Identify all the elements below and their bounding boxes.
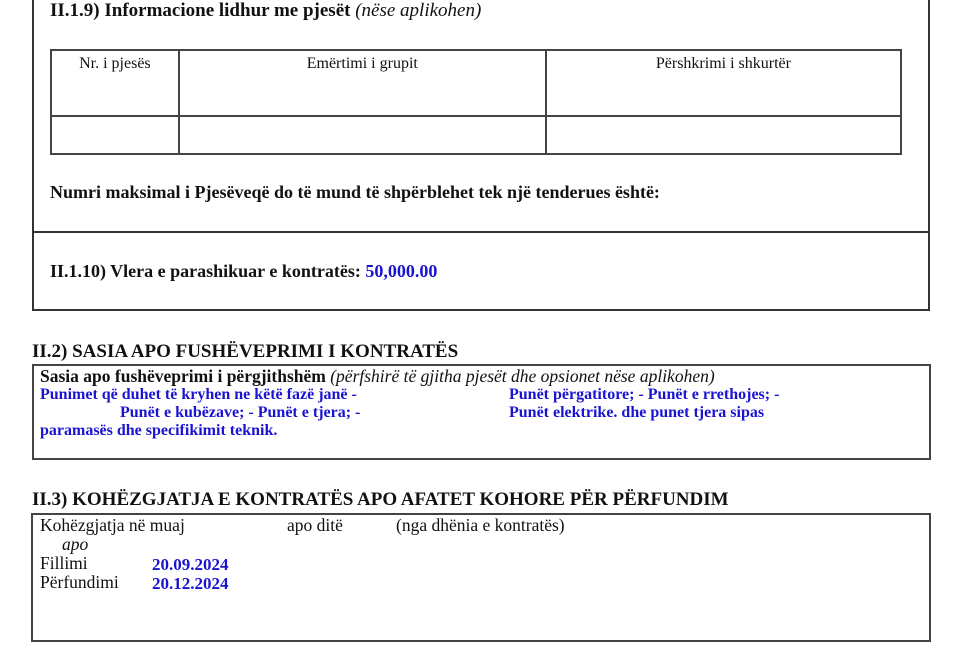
end-label: Përfundimi xyxy=(40,572,119,592)
end-date: 20.12.2024 xyxy=(152,574,229,593)
cell-lot-number[interactable] xyxy=(51,116,179,154)
scope-line-5: paramasës dhe specifikimit teknik. xyxy=(40,422,278,439)
duration-note: (nga dhënia e kontratës) xyxy=(396,515,565,535)
table-row xyxy=(51,116,901,154)
header-group-name: Emërtimi i grupit xyxy=(179,50,546,116)
lots-table xyxy=(50,49,902,155)
scope-subtitle: Sasia apo fushëveprimi i përgjithshëm xyxy=(40,366,326,386)
duration-heading: II.3) KOHËZGJATJA E KONTRATËS APO AFATET KOHORE PËR PËRFUNDIM xyxy=(32,489,729,510)
scope-line-1: Punimet që duhet të kryhen ne këtë fazë janë - xyxy=(40,386,357,403)
scope-line-4: Punët elektrike. dhe punet tjera sipas xyxy=(509,404,765,421)
or-label: apo xyxy=(62,534,89,554)
scope-line-2: Punët përgatitore; - Punët e rrethojes; - xyxy=(509,386,780,403)
header-lot-number: Nr. i pjesës xyxy=(51,50,179,116)
estimated-value: 50,000.00 xyxy=(365,261,438,281)
duration-days-label: apo ditë xyxy=(287,515,343,535)
max-lots-label: Numri maksimal i Pjesëveqë do të mund të shpërblehet tek një tenderues është: xyxy=(50,182,660,202)
scope-subtitle-note: (përfshirë të gjitha pjesët dhe opsionet nëse aplikohen) xyxy=(330,366,715,386)
lots-info-title-note: (nëse aplikohen) xyxy=(355,0,482,21)
duration-months-label: Kohëzgjatja në muaj xyxy=(40,515,185,535)
lots-info-title-text: II.1.9) Informacione lidhur me pjesët xyxy=(50,0,351,21)
cell-short-description[interactable] xyxy=(546,116,901,154)
estimated-value-row xyxy=(50,261,437,282)
cell-group-name[interactable] xyxy=(179,116,546,154)
start-date: 20.09.2024 xyxy=(152,555,229,574)
lots-info-title xyxy=(50,0,481,22)
scope-line-3: Punët e kubëzave; - Punët e tjera; - xyxy=(120,404,361,421)
start-label: Fillimi xyxy=(40,553,88,573)
section-divider xyxy=(32,231,928,233)
scope-heading: II.2) SASIA APO FUSHËVEPRIMI I KONTRATËS xyxy=(32,341,459,362)
lots-table-header-row xyxy=(51,50,901,116)
header-short-description: Përshkrimi i shkurtër xyxy=(546,50,901,116)
estimated-value-label: II.1.10) Vlera e parashikuar e kontratës: xyxy=(50,261,361,281)
scope-subtitle-row xyxy=(40,366,715,387)
